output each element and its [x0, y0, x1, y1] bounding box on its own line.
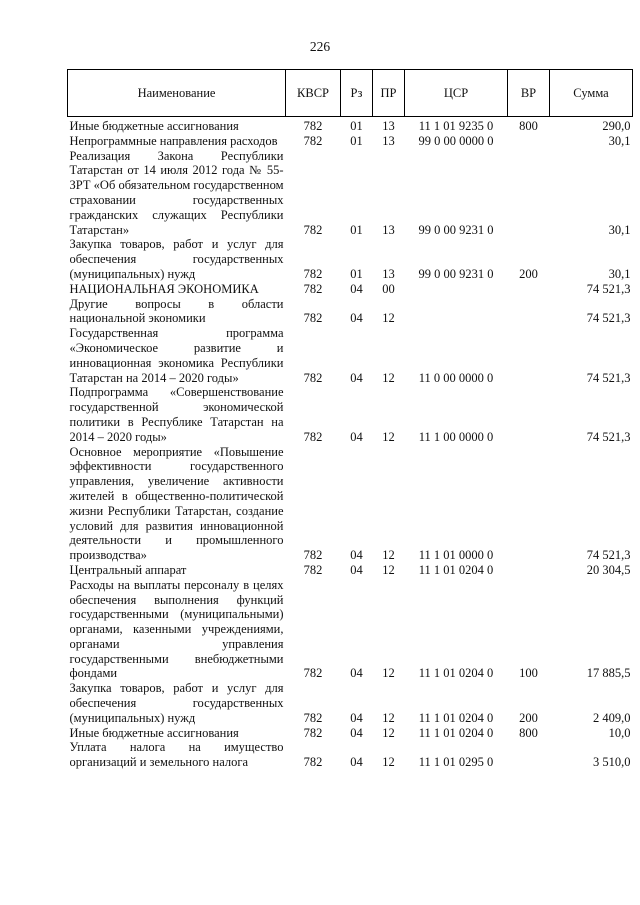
table-row — [68, 385, 633, 444]
table-row — [68, 563, 633, 578]
table-row — [68, 445, 633, 563]
row-kvsr: 782 — [303, 429, 323, 444]
row-pr: 12 — [382, 370, 395, 385]
table-row — [68, 149, 633, 238]
row-sum: 74 521,3 — [586, 429, 631, 444]
table-row — [68, 117, 633, 134]
row-kvsr: 782 — [303, 119, 323, 133]
table-row — [68, 726, 633, 741]
row-name: Подпрограмма «Совершенствование государственной экономической политики в Республике Татарстан на 2014 – 2020 годы» — [69, 385, 284, 444]
row-pr: 13 — [382, 222, 395, 237]
header-kvsr: КВСР — [286, 70, 341, 117]
row-kvsr: 782 — [303, 562, 323, 577]
header-rz: Рз — [341, 70, 373, 117]
header-name: Наименование — [68, 70, 286, 117]
row-vr — [508, 563, 550, 578]
row-rz: 04 — [350, 755, 363, 770]
row-csr: 11 1 01 0295 0 — [418, 755, 494, 770]
row-sum: 74 521,3 — [586, 311, 631, 326]
row-sum: 10,0 — [608, 725, 631, 740]
row-rz: 04 — [350, 281, 363, 296]
row-rz: 01 — [350, 266, 363, 281]
row-rz: 04 — [350, 311, 363, 326]
row-name: Иные бюджетные ассигнования — [69, 725, 239, 740]
row-vr — [508, 326, 550, 385]
row-name: Государственная программа «Экономическое развитие и инновационная экономика Республики Татарстан на 2014 – 2020 годы» — [69, 326, 284, 385]
row-rz: 01 — [350, 133, 363, 148]
row-rz: 01 — [350, 119, 363, 133]
row-name: Основное мероприятие «Повышение эффективности государственного управления, увеличение активности жителей в общественно-политической жизни Республики Татарстан, создание условий для развития инновационной деятельности и промышленного производства» — [69, 444, 284, 563]
row-kvsr: 782 — [303, 311, 323, 326]
table-row — [68, 326, 633, 385]
row-pr: 12 — [382, 710, 395, 725]
table-row — [68, 282, 633, 297]
row-kvsr: 782 — [303, 222, 323, 237]
table-row — [68, 237, 633, 281]
row-pr: 12 — [382, 548, 395, 563]
row-rz: 04 — [350, 562, 363, 577]
row-kvsr: 782 — [303, 133, 323, 148]
row-pr: 12 — [382, 725, 395, 740]
row-kvsr: 782 — [303, 370, 323, 385]
table-row — [68, 681, 633, 725]
row-pr: 12 — [382, 755, 395, 770]
row-name: Расходы на выплаты персоналу в целях обеспечения выполнения функций государственными (муниципальными) органами, казенными учреждениями, органами управления государственными внебюджетными фондами — [69, 577, 284, 681]
row-sum: 20 304,5 — [586, 562, 631, 577]
table-row — [68, 297, 633, 327]
table-row — [68, 578, 633, 682]
row-csr: 11 1 00 0000 0 — [418, 429, 494, 444]
row-pr: 00 — [382, 281, 395, 296]
row-sum: 30,1 — [608, 266, 631, 281]
row-rz: 01 — [350, 222, 363, 237]
row-sum: 74 521,3 — [586, 281, 631, 296]
row-vr: 800 — [519, 119, 538, 133]
row-csr: 11 0 00 0000 0 — [418, 370, 494, 385]
row-csr: 11 1 01 0000 0 — [418, 548, 494, 563]
row-vr — [508, 282, 550, 297]
header-csr: ЦСР — [405, 70, 508, 117]
row-vr — [508, 385, 550, 444]
table-row — [68, 134, 633, 149]
row-kvsr: 782 — [303, 281, 323, 296]
table-header-row — [68, 70, 633, 117]
row-kvsr: 782 — [303, 266, 323, 281]
row-name: Другие вопросы в области национальной экономики — [69, 296, 284, 326]
row-vr: 200 — [519, 710, 538, 725]
page-number: 226 — [309, 39, 331, 54]
row-name: Центральный аппарат — [69, 562, 187, 577]
row-sum: 30,1 — [608, 222, 631, 237]
row-csr: 11 1 01 0204 0 — [418, 710, 494, 725]
row-pr: 12 — [382, 311, 395, 326]
row-name: Иные бюджетные ассигнования — [69, 119, 239, 133]
row-sum: 290,0 — [602, 119, 631, 133]
row-rz: 04 — [350, 429, 363, 444]
row-vr — [508, 445, 550, 563]
row-kvsr: 782 — [303, 666, 323, 681]
row-kvsr: 782 — [303, 725, 323, 740]
row-csr: 11 1 01 0204 0 — [418, 562, 494, 577]
row-pr: 12 — [382, 562, 395, 577]
row-rz: 04 — [350, 370, 363, 385]
row-csr: 11 1 01 0204 0 — [418, 666, 494, 681]
row-vr — [508, 297, 550, 327]
table-row — [68, 740, 633, 770]
row-csr: 11 1 01 0204 0 — [418, 725, 494, 740]
row-kvsr: 782 — [303, 755, 323, 770]
row-csr — [405, 297, 508, 327]
row-pr: 13 — [382, 266, 395, 281]
row-name: Закупка товаров, работ и услуг для обеспечения государственных (муниципальных) нужд — [69, 237, 284, 281]
row-vr: 800 — [519, 725, 538, 740]
row-rz: 04 — [350, 548, 363, 563]
row-vr — [508, 134, 550, 149]
row-sum: 74 521,3 — [586, 548, 631, 563]
header-sum: Сумма — [550, 70, 633, 117]
budget-table — [67, 69, 633, 770]
row-pr: 12 — [382, 666, 395, 681]
row-vr — [508, 740, 550, 770]
row-vr: 100 — [519, 666, 538, 681]
row-kvsr: 782 — [303, 548, 323, 563]
row-csr: 11 1 01 9235 0 — [418, 119, 494, 133]
row-rz: 04 — [350, 710, 363, 725]
row-sum: 17 885,5 — [586, 666, 631, 681]
row-pr: 12 — [382, 429, 395, 444]
row-csr: 99 0 00 0000 0 — [418, 133, 494, 148]
row-name: Непрограммные направления расходов — [69, 133, 278, 148]
row-csr: 99 0 00 9231 0 — [418, 266, 494, 281]
row-csr: 99 0 00 9231 0 — [418, 222, 494, 237]
row-sum: 74 521,3 — [586, 370, 631, 385]
row-csr — [405, 282, 508, 297]
row-rz: 04 — [350, 725, 363, 740]
row-kvsr: 782 — [303, 710, 323, 725]
row-pr: 13 — [382, 133, 395, 148]
row-name: Закупка товаров, работ и услуг для обеспечения государственных (муниципальных) нужд — [69, 681, 284, 725]
header-vr: ВР — [508, 70, 550, 117]
row-sum: 3 510,0 — [593, 755, 631, 770]
row-rz: 04 — [350, 666, 363, 681]
row-pr: 13 — [382, 119, 395, 133]
row-name: Уплата налога на имущество организаций и земельного налога — [69, 740, 284, 770]
row-name: Реализация Закона Республики Татарстан от 14 июля 2012 года № 55-ЗРТ «Об обязательном государственном страховании государственных гражданских служащих Республики Татарстан» — [69, 148, 284, 237]
row-vr — [508, 149, 550, 238]
header-pr: ПР — [373, 70, 405, 117]
row-name: НАЦИОНАЛЬНАЯ ЭКОНОМИКА — [69, 281, 259, 296]
row-sum: 2 409,0 — [593, 710, 631, 725]
row-sum: 30,1 — [608, 133, 631, 148]
row-vr: 200 — [519, 266, 538, 281]
